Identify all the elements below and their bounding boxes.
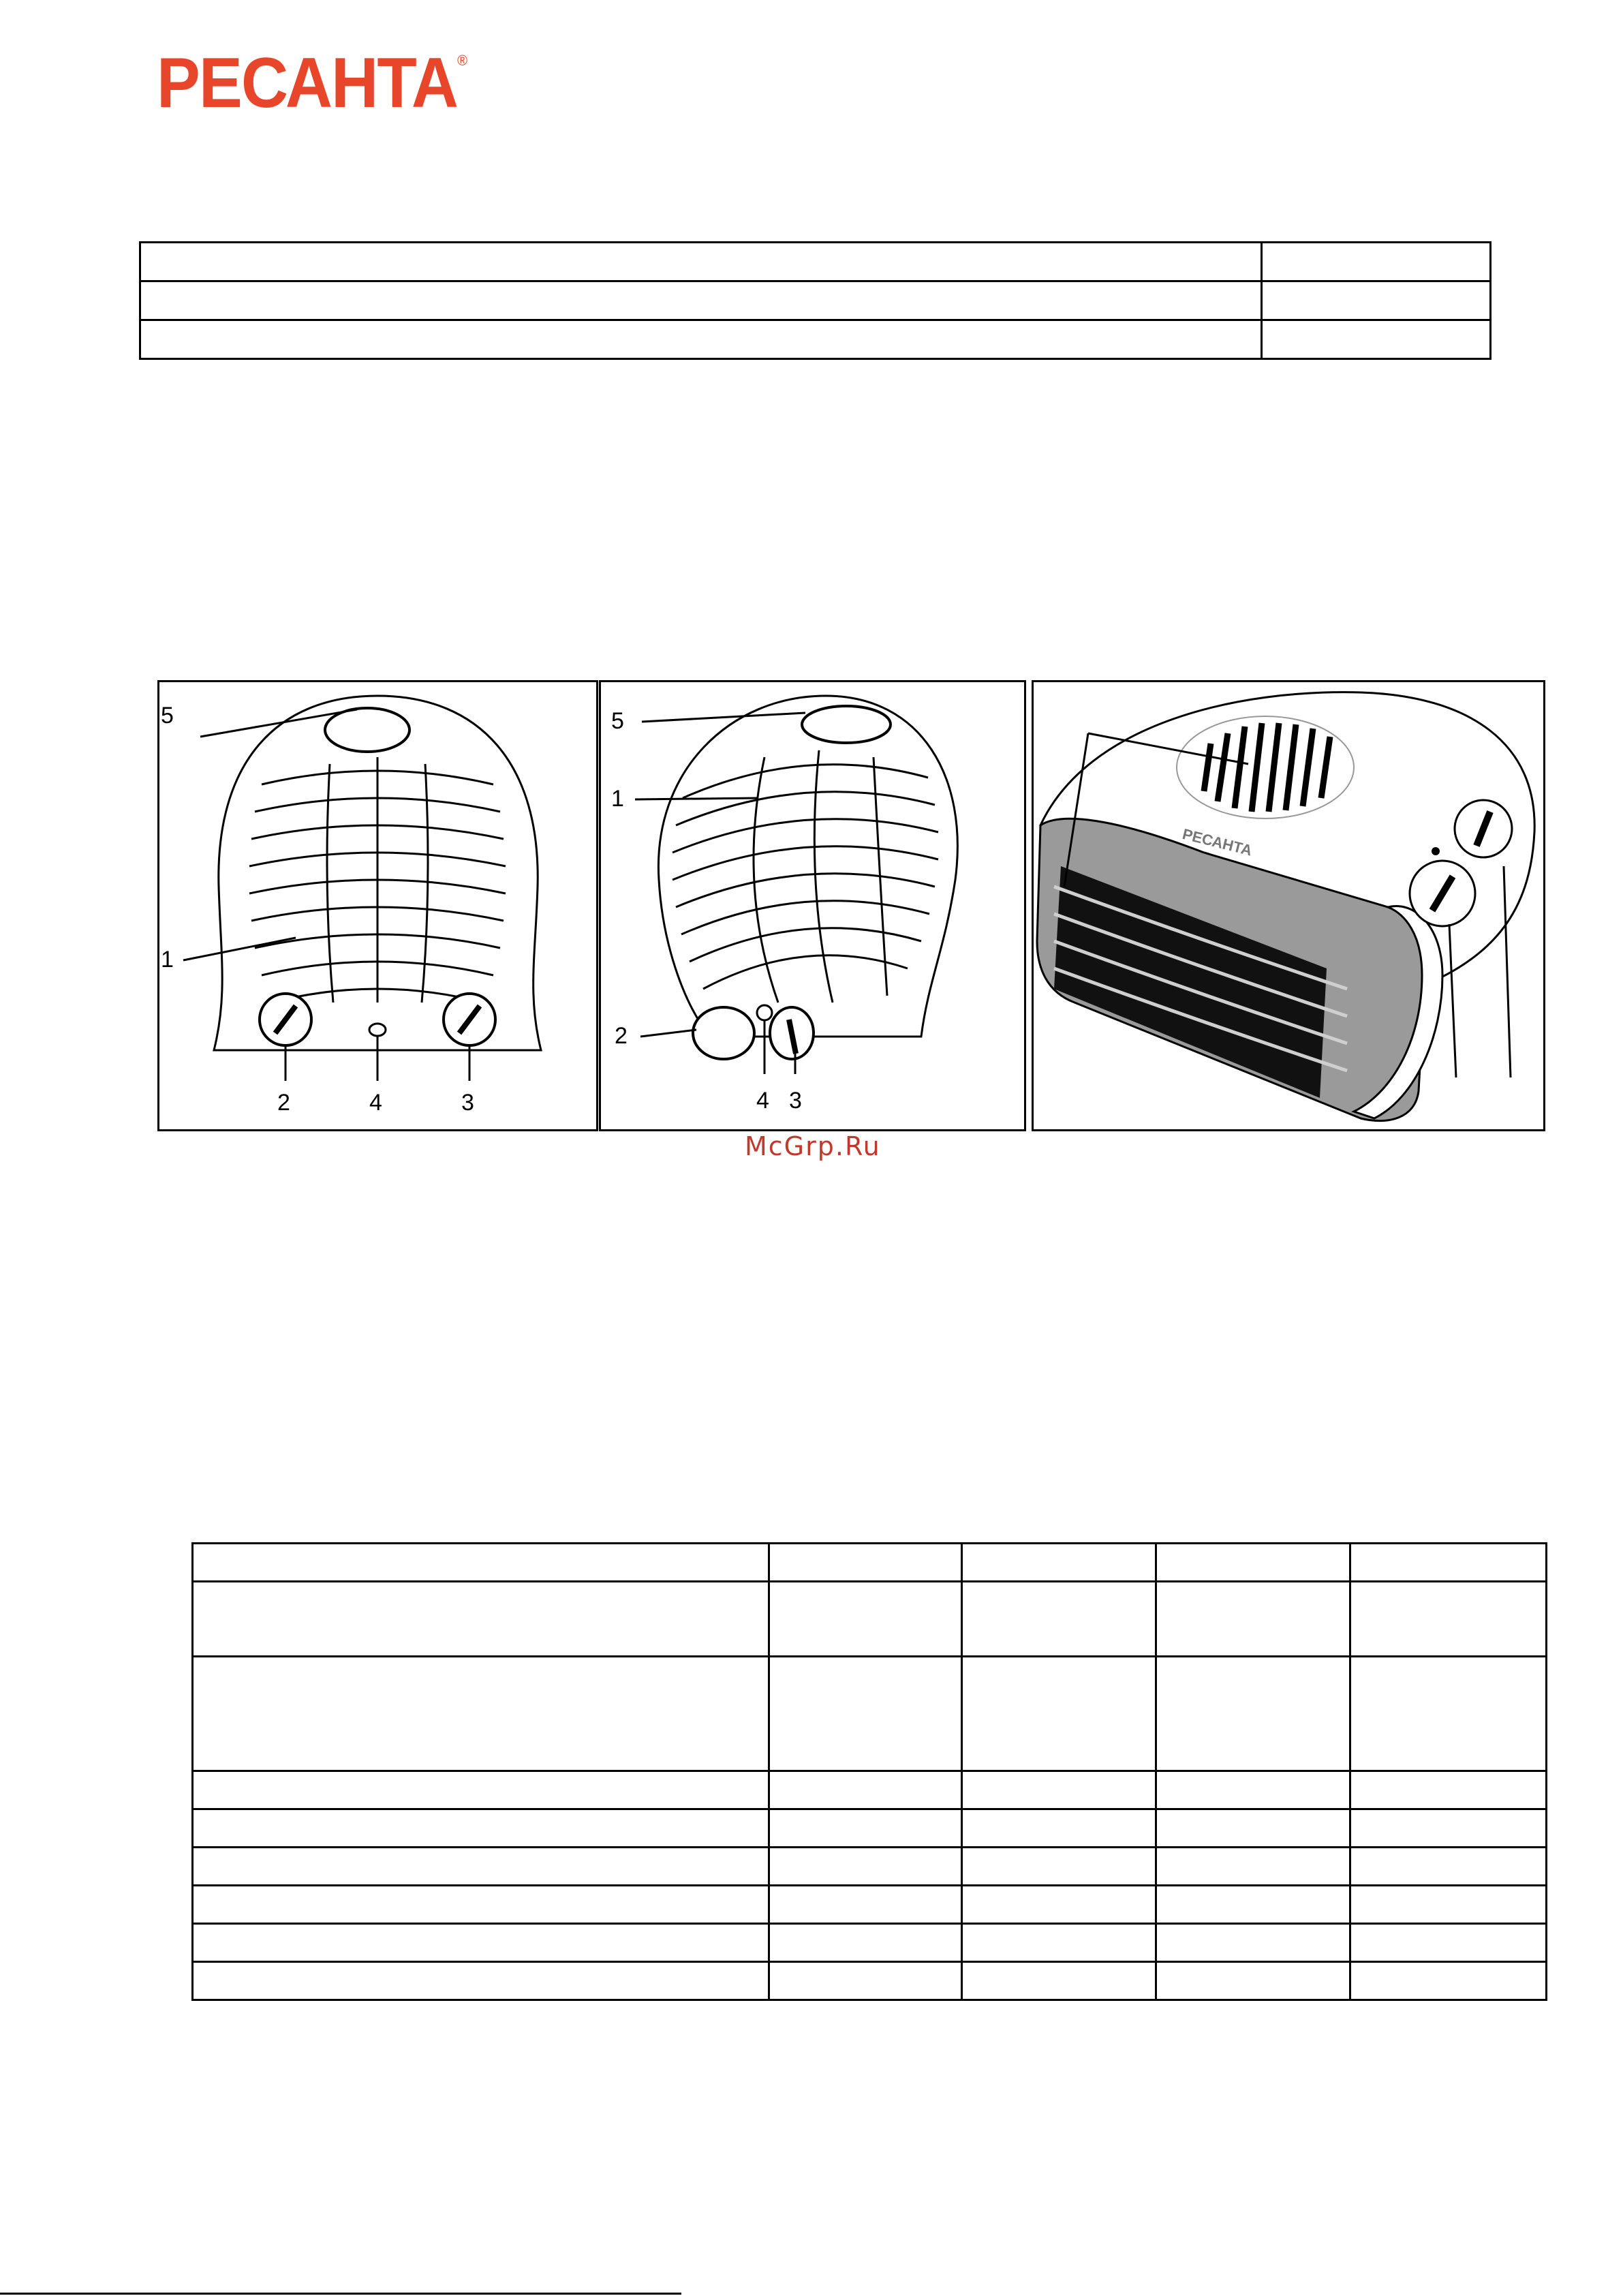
top-table-cell <box>1262 243 1491 281</box>
specs-cell <box>962 1809 1156 1848</box>
specs-cell <box>1156 1924 1350 1962</box>
specs-cell <box>769 1771 962 1809</box>
callout-1: 1 <box>161 947 174 973</box>
brand-logo <box>157 44 467 123</box>
specs-cell <box>1156 1657 1350 1771</box>
specs-cell <box>1156 1582 1350 1657</box>
specs-cell <box>1156 1544 1350 1582</box>
specs-table <box>191 1542 1547 2001</box>
heater-horizontal-drawing <box>1034 682 1543 1129</box>
figure-heater-horizontal <box>1032 680 1545 1131</box>
specs-cell <box>193 1962 769 2000</box>
specs-cell <box>193 1544 769 1582</box>
callout-4: 4 <box>756 1088 769 1114</box>
figure-heater-front <box>157 680 598 1131</box>
specs-cell <box>1350 1582 1547 1657</box>
callout-1: 1 <box>611 786 624 812</box>
specs-cell <box>193 1886 769 1924</box>
callout-5: 5 <box>611 708 624 734</box>
specs-cell <box>1350 1924 1547 1962</box>
specs-cell <box>962 1544 1156 1582</box>
top-table-cell <box>1262 320 1491 359</box>
specs-cell <box>1156 1962 1350 2000</box>
watermark: McGrp.Ru <box>745 1131 881 1161</box>
specs-cell <box>1156 1809 1350 1848</box>
specs-cell <box>1350 1771 1547 1809</box>
callout-2: 2 <box>277 1090 290 1116</box>
specs-cell <box>962 1962 1156 2000</box>
callout-2: 2 <box>615 1023 628 1049</box>
logo-text: РЕСАНТА <box>157 44 458 123</box>
specs-cell <box>193 1848 769 1886</box>
specs-cell <box>962 1657 1156 1771</box>
specs-cell <box>193 1809 769 1848</box>
specs-cell <box>962 1924 1156 1962</box>
specs-cell <box>1350 1809 1547 1848</box>
top-table <box>139 241 1491 360</box>
specs-cell <box>769 1809 962 1848</box>
specs-cell <box>769 1886 962 1924</box>
device-brand-label: РЕСАНТА <box>1180 825 1254 859</box>
specs-cell <box>769 1962 962 2000</box>
specs-cell <box>962 1848 1156 1886</box>
callout-5: 5 <box>161 703 174 729</box>
callout-4: 4 <box>369 1090 382 1116</box>
specs-cell <box>769 1924 962 1962</box>
specs-cell <box>1156 1771 1350 1809</box>
specs-cell <box>1350 1886 1547 1924</box>
specs-cell <box>769 1544 962 1582</box>
callout-3: 3 <box>789 1088 802 1114</box>
specs-cell <box>1350 1657 1547 1771</box>
heater-angled-drawing <box>601 682 1024 1129</box>
heater-front-drawing <box>159 682 596 1129</box>
specs-cell <box>193 1771 769 1809</box>
specs-cell <box>193 1924 769 1962</box>
top-table-cell <box>140 281 1262 320</box>
specs-cell <box>1350 1544 1547 1582</box>
specs-cell <box>962 1582 1156 1657</box>
specs-cell <box>193 1657 769 1771</box>
specs-cell <box>1156 1886 1350 1924</box>
registered-mark: ® <box>457 52 467 69</box>
top-table-cell <box>140 320 1262 359</box>
specs-cell <box>769 1657 962 1771</box>
specs-cell <box>1156 1848 1350 1886</box>
specs-cell <box>1350 1962 1547 2000</box>
specs-cell <box>769 1848 962 1886</box>
specs-cell <box>769 1582 962 1657</box>
specs-cell <box>1350 1848 1547 1886</box>
top-table-cell <box>1262 281 1491 320</box>
specs-cell <box>193 1582 769 1657</box>
callout-3: 3 <box>461 1090 474 1116</box>
figure-heater-angled <box>599 680 1026 1131</box>
top-table-cell <box>140 243 1262 281</box>
footer-rule <box>0 2293 681 2295</box>
specs-cell <box>962 1886 1156 1924</box>
specs-cell <box>962 1771 1156 1809</box>
